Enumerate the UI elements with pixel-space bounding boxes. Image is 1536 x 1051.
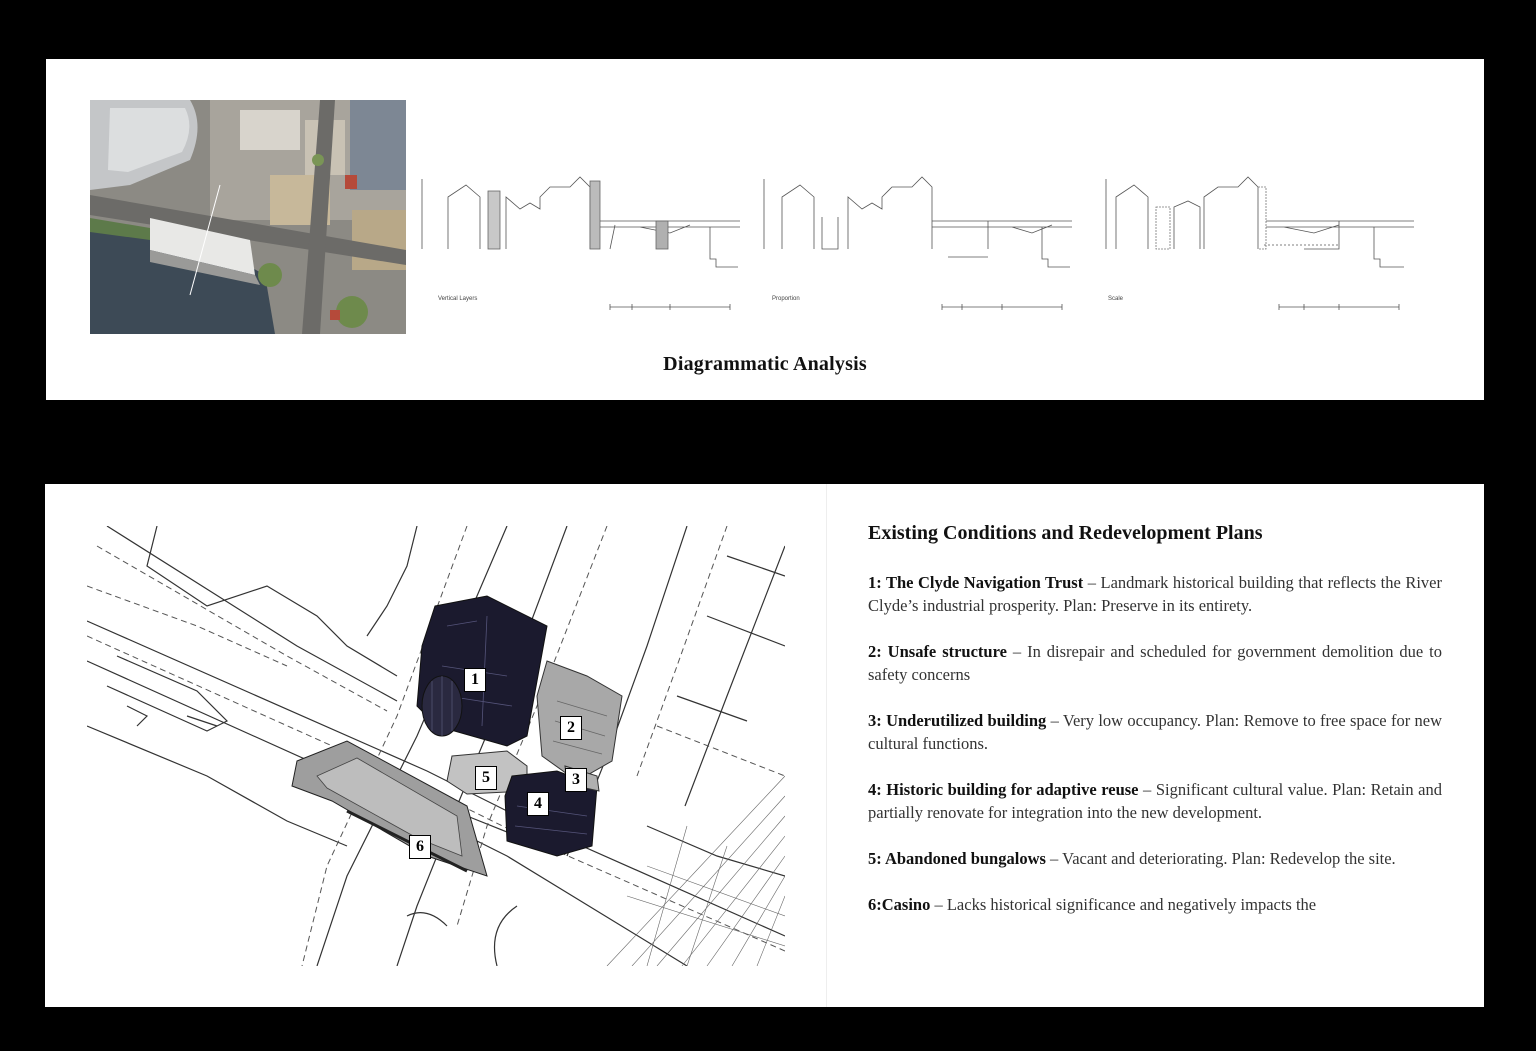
condition-item-2: [868, 640, 1442, 686]
item-separator: –: [1083, 573, 1101, 592]
item-text: Lacks historical significance and negatively impacts the: [946, 895, 1317, 914]
map-label-5: 5: [475, 766, 497, 790]
site-map: [87, 526, 785, 966]
item-separator: –: [1046, 711, 1063, 730]
item-title: 2: Unsafe structure: [868, 642, 1007, 661]
section-label: Scale: [1108, 296, 1124, 302]
item-text: Significant cultural value. Plan: Retain and partially renovate for integration into the new development.: [868, 780, 1443, 822]
item-text: Vacant and deteriorating. Plan: Redevelop the site.: [1062, 849, 1396, 868]
section-label: Vertical Layers: [438, 296, 478, 302]
item-title: 4: Historic building for adaptive reuse: [868, 780, 1139, 799]
section-scale: [1104, 167, 1434, 327]
condition-item-4: [868, 778, 1442, 824]
item-text: Very low occupancy. Plan: Remove to free space for new cultural functions.: [868, 711, 1442, 753]
map-label-4: 4: [527, 792, 549, 816]
item-separator: –: [1045, 849, 1063, 868]
diagram-panel: [46, 59, 1484, 400]
section-heading: Existing Conditions and Redevelopment Plans: [868, 522, 1263, 544]
item-separator: –: [930, 895, 947, 914]
map-label-2: 2: [560, 716, 582, 740]
section-vertical-layers: [420, 167, 750, 327]
aerial-photo: [90, 100, 406, 334]
item-title: 6:Casino: [868, 895, 931, 914]
item-title: 1: The Clyde Navigation Trust: [868, 573, 1084, 592]
panel-divider: [826, 484, 827, 1007]
item-separator: –: [1138, 780, 1156, 799]
section-label: Proportion: [772, 296, 800, 302]
item-title: 3: Underutilized building: [868, 711, 1047, 730]
item-title: 5: Abandoned bungalows: [868, 849, 1046, 868]
item-text: Landmark historical building that reflects the River Clyde’s industrial prosperity. Plan: Preserve in its entirety.: [868, 573, 1443, 615]
conditions-text: [868, 522, 1442, 939]
map-label-6: 6: [409, 835, 431, 859]
item-text: In disrepair and scheduled for government demolition due to safety concerns: [868, 642, 1442, 684]
item-separator: –: [1006, 642, 1028, 661]
section-proportion: [762, 167, 1092, 327]
map-label-3: 3: [565, 768, 587, 792]
map-label-1: 1: [464, 668, 486, 692]
condition-item-3: [868, 709, 1442, 755]
condition-item-6: [868, 893, 1442, 916]
panel-caption: Diagrammatic Analysis: [663, 353, 867, 375]
condition-item-5: [868, 847, 1442, 870]
condition-item-1: [868, 571, 1442, 617]
site-plan-panel: [45, 484, 1484, 1007]
